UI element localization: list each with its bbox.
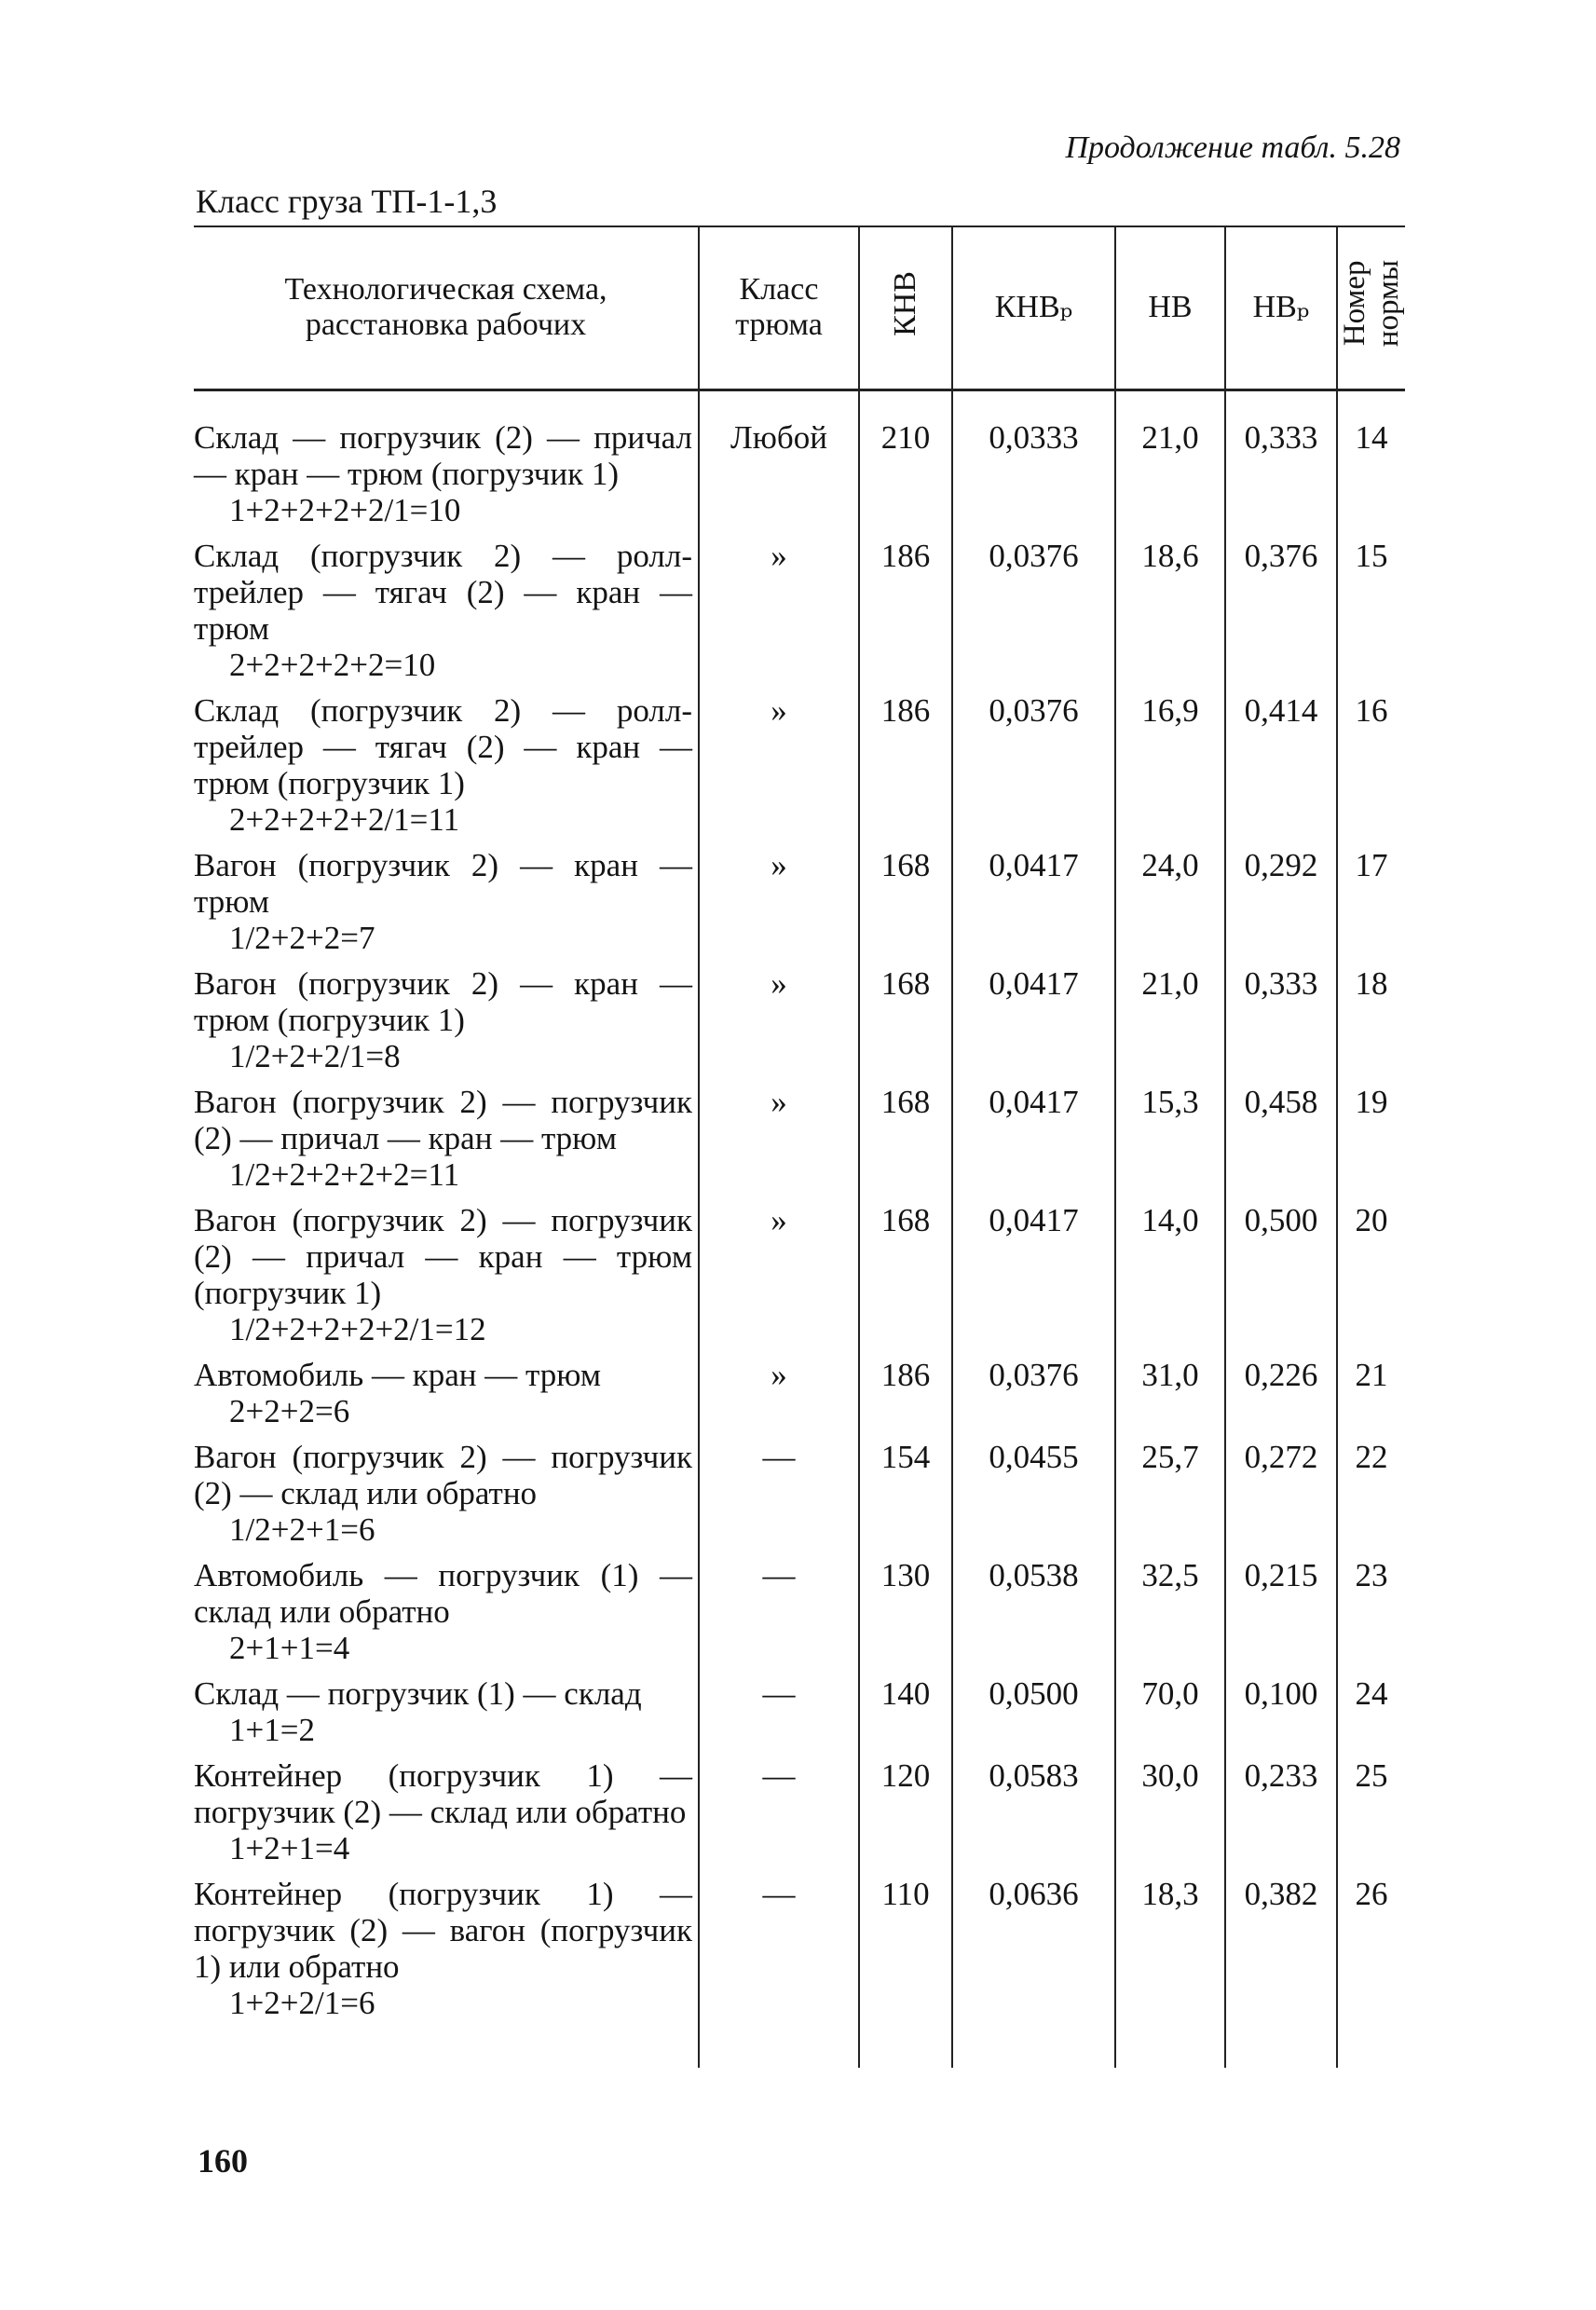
table-row (194, 1876, 1405, 2068)
cell-hold-class: Любой (699, 390, 859, 538)
cell-scheme (194, 538, 699, 692)
cell-norm-number: 20 (1337, 1202, 1405, 1357)
header-norm-text (1338, 260, 1405, 347)
cell-norm-number: 23 (1337, 1557, 1405, 1675)
scheme-formula: 2+1+1=4 (229, 1629, 350, 1666)
cell-nvr: 0,458 (1225, 1084, 1337, 1202)
scheme-text: Склад (погрузчик 2) — ролл-трейлер — тягач (2) — кран — трюм (погрузчик 1) (194, 691, 692, 801)
cell-knvr: 0,0636 (952, 1876, 1115, 2068)
scheme-formula: 2+2+2+2+2/1=11 (229, 800, 460, 838)
header-nv: НВ (1115, 226, 1225, 390)
cell-nvr: 0,215 (1225, 1557, 1337, 1675)
cell-norm-number: 22 (1337, 1439, 1405, 1557)
scheme-text: Склад — погрузчик (1) — склад (194, 1674, 642, 1712)
table-row (194, 965, 1405, 1084)
scheme-text: Контейнер (погрузчик 1) — погрузчик (2) — вагон (погрузчик 1) или обратно (194, 1875, 692, 1985)
cell-nv: 25,7 (1115, 1439, 1225, 1557)
cell-nvr: 0,382 (1225, 1876, 1337, 2068)
cell-knvr: 0,0417 (952, 1084, 1115, 1202)
cell-knv: 110 (859, 1876, 952, 2068)
cell-nv: 18,6 (1115, 538, 1225, 692)
cell-knv: 154 (859, 1439, 952, 1557)
cell-knvr: 0,0583 (952, 1757, 1115, 1876)
scheme-formula: 1+2+2/1=6 (229, 1984, 375, 2021)
scheme-text: Склад — погрузчик (2) — причал — кран — трюм (погрузчик 1) (194, 418, 692, 492)
cell-scheme (194, 965, 699, 1084)
cell-knv: 130 (859, 1557, 952, 1675)
cell-nv: 31,0 (1115, 1357, 1225, 1439)
cell-hold-class: » (699, 538, 859, 692)
cell-knv: 186 (859, 692, 952, 847)
cell-norm-number: 24 (1337, 1675, 1405, 1757)
cell-knv: 186 (859, 1357, 952, 1439)
table-row (194, 1557, 1405, 1675)
cell-knv: 210 (859, 390, 952, 538)
table-row (194, 1439, 1405, 1557)
header-knvr: КНВₚ (952, 226, 1115, 390)
cell-scheme (194, 692, 699, 847)
header-scheme-line1: Технологическая схема, (284, 272, 607, 308)
cell-norm-number: 18 (1337, 965, 1405, 1084)
cell-nvr: 0,333 (1225, 965, 1337, 1084)
cell-nvr: 0,226 (1225, 1357, 1337, 1439)
table-row (194, 1675, 1405, 1757)
cell-norm-number: 15 (1337, 538, 1405, 692)
cell-nv: 21,0 (1115, 390, 1225, 538)
cell-scheme (194, 1557, 699, 1675)
table-row (194, 1202, 1405, 1357)
cell-knv: 168 (859, 965, 952, 1084)
cell-nv: 30,0 (1115, 1757, 1225, 1876)
cell-knvr: 0,0417 (952, 1202, 1115, 1357)
scheme-text: Вагон (погрузчик 2) — погрузчик (2) — причал — кран — трюм (погрузчик 1) (194, 1201, 692, 1311)
cell-hold-class: — (699, 1757, 859, 1876)
cell-scheme (194, 1357, 699, 1439)
cell-nvr: 0,100 (1225, 1675, 1337, 1757)
cell-knv: 140 (859, 1675, 952, 1757)
cell-nv: 16,9 (1115, 692, 1225, 847)
header-scheme (194, 226, 699, 390)
cell-knvr: 0,0376 (952, 538, 1115, 692)
cell-scheme (194, 1757, 699, 1876)
cell-norm-number: 14 (1337, 390, 1405, 538)
cell-norm-number: 21 (1337, 1357, 1405, 1439)
cell-knv: 120 (859, 1757, 952, 1876)
continuation-title: Продолжение табл. 5.28 (1065, 130, 1400, 165)
scheme-text: Вагон (погрузчик 2) — погрузчик (2) — склад или обратно (194, 1438, 692, 1511)
cell-hold-class: » (699, 1084, 859, 1202)
cell-hold-class: — (699, 1876, 859, 2068)
header-knv-text: КНВ (888, 270, 922, 336)
cell-knvr: 0,0500 (952, 1675, 1115, 1757)
cell-knvr: 0,0333 (952, 390, 1115, 538)
scheme-text: Вагон (погрузчик 2) — кран — трюм (194, 846, 692, 920)
cell-scheme (194, 1876, 699, 2068)
cell-nv: 15,3 (1115, 1084, 1225, 1202)
scheme-formula: 1+1=2 (229, 1711, 315, 1748)
table-row (194, 390, 1405, 538)
cell-knvr: 0,0538 (952, 1557, 1115, 1675)
scheme-text: Вагон (погрузчик 2) — погрузчик (2) — причал — кран — трюм (194, 1083, 692, 1156)
scheme-text: Склад (погрузчик 2) — ролл-трейлер — тягач (2) — кран — трюм (194, 537, 692, 647)
cell-nv: 24,0 (1115, 847, 1225, 965)
table-row (194, 847, 1405, 965)
table-row (194, 1757, 1405, 1876)
cell-nv: 14,0 (1115, 1202, 1225, 1357)
scheme-formula: 1/2+2+2=7 (229, 919, 375, 956)
cell-hold-class: — (699, 1557, 859, 1675)
cell-knvr: 0,0376 (952, 692, 1115, 847)
scheme-text: Автомобиль — погрузчик (1) — склад или обратно (194, 1556, 692, 1630)
header-hold-line1: Класс (739, 272, 819, 308)
cell-nvr: 0,272 (1225, 1439, 1337, 1557)
table-row (194, 692, 1405, 847)
cell-nvr: 0,500 (1225, 1202, 1337, 1357)
table-row (194, 1357, 1405, 1439)
scheme-formula: 2+2+2+2+2=10 (229, 646, 436, 683)
header-hold-class (699, 226, 859, 390)
cell-knv: 168 (859, 847, 952, 965)
table-row (194, 538, 1405, 692)
header-nvr: НВₚ (1225, 226, 1337, 390)
header-hold-line2: трюма (735, 308, 823, 343)
scheme-formula: 1/2+2+1=6 (229, 1510, 375, 1548)
cell-norm-number: 16 (1337, 692, 1405, 847)
scheme-formula: 1/2+2+2/1=8 (229, 1037, 401, 1074)
cell-hold-class: » (699, 1357, 859, 1439)
scheme-formula: 1+2+1=4 (229, 1829, 350, 1866)
cell-scheme (194, 1439, 699, 1557)
cargo-class-label: Класс груза ТП-1-1,3 (196, 183, 498, 220)
norms-table (194, 226, 1405, 2068)
cell-norm-number: 17 (1337, 847, 1405, 965)
table-row (194, 1084, 1405, 1202)
scheme-formula: 1/2+2+2+2+2=11 (229, 1155, 460, 1193)
page-number: 160 (198, 2142, 248, 2180)
cell-nvr: 0,233 (1225, 1757, 1337, 1876)
scheme-formula: 1+2+2+2+2/1=10 (229, 491, 461, 528)
scheme-text: Автомобиль — кран — трюм (194, 1356, 602, 1393)
cell-nv: 70,0 (1115, 1675, 1225, 1757)
header-norm-line2: нормы (1371, 260, 1405, 348)
cell-norm-number: 26 (1337, 1876, 1405, 2068)
cell-knv: 168 (859, 1202, 952, 1357)
header-scheme-line2: расстановка рабочих (305, 308, 587, 343)
cell-hold-class: » (699, 1202, 859, 1357)
cell-nvr: 0,292 (1225, 847, 1337, 965)
cell-scheme (194, 390, 699, 538)
scheme-formula: 2+2+2=6 (229, 1392, 350, 1429)
header-norm-number (1337, 226, 1405, 390)
scheme-formula: 1/2+2+2+2+2/1=12 (229, 1310, 486, 1347)
cell-scheme (194, 847, 699, 965)
cell-hold-class: » (699, 847, 859, 965)
cell-hold-class: » (699, 692, 859, 847)
header-norm-line1: Номер (1338, 260, 1371, 347)
cell-knvr: 0,0455 (952, 1439, 1115, 1557)
cell-hold-class: — (699, 1439, 859, 1557)
cell-scheme (194, 1084, 699, 1202)
cell-knv: 168 (859, 1084, 952, 1202)
cell-nv: 18,3 (1115, 1876, 1225, 2068)
table-header-row (194, 226, 1405, 390)
cell-nvr: 0,414 (1225, 692, 1337, 847)
cell-knvr: 0,0376 (952, 1357, 1115, 1439)
cell-norm-number: 25 (1337, 1757, 1405, 1876)
cell-hold-class: — (699, 1675, 859, 1757)
scheme-text: Контейнер (погрузчик 1) — погрузчик (2) — склад или обратно (194, 1756, 692, 1830)
cell-scheme (194, 1202, 699, 1357)
cell-nvr: 0,333 (1225, 390, 1337, 538)
cell-norm-number: 19 (1337, 1084, 1405, 1202)
cell-scheme (194, 1675, 699, 1757)
cell-nvr: 0,376 (1225, 538, 1337, 692)
cell-nv: 32,5 (1115, 1557, 1225, 1675)
cell-knvr: 0,0417 (952, 965, 1115, 1084)
cell-knvr: 0,0417 (952, 847, 1115, 965)
scheme-text: Вагон (погрузчик 2) — кран — трюм (погрузчик 1) (194, 964, 692, 1038)
header-knv (859, 226, 952, 390)
cell-hold-class: » (699, 965, 859, 1084)
cell-knv: 186 (859, 538, 952, 692)
cell-nv: 21,0 (1115, 965, 1225, 1084)
